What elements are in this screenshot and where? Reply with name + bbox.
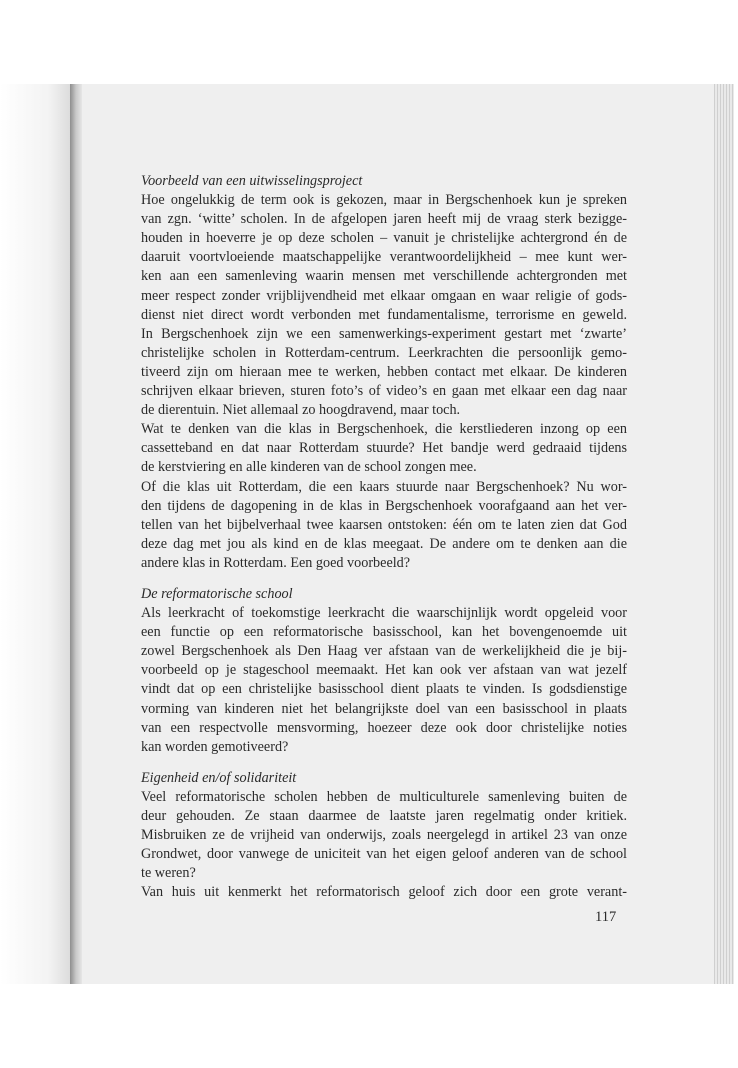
text-line: vindt dat op een christelijke basisschool dient plaats te vinden. Is godsdienstige	[141, 681, 627, 698]
text-line: Hoe ongelukkig de term ook is gekozen, maar in Bergschenhoek kun je spreken	[141, 192, 627, 209]
page-stack-edge	[714, 84, 734, 984]
text-line: dienst niet direct wordt verbonden met fundamentalisme, terrorisme en geweld.	[141, 306, 627, 323]
text-line: schrijven elkaar brieven, sturen foto’s of video’s en gaan met elkaar een dag naar	[141, 383, 627, 400]
text-line: christelijke scholen in Rotterdam-centrum. Leerkrachten die persoonlijk gemo-	[141, 344, 627, 361]
text-line: deze dag met jou als kind en de klas meegaat. De andere om te denken aan die	[141, 535, 627, 552]
text-line: zowel Bergschenhoek als Den Haag ver afstaan van de werkelijkheid die je bij-	[141, 643, 627, 660]
section-heading: De reformatorische school	[141, 585, 293, 602]
section-heading: Eigenheid en/of solidariteit	[141, 769, 297, 786]
text-line: Veel reformatorische scholen hebben de multiculturele samenleving buiten de	[141, 788, 627, 805]
text-line: Grondwet, door vanwege de uniciteit van het eigen geloof anderen van de school	[141, 846, 627, 863]
text-line: daaruit voortvloeiende maatschappelijke verantwoordelijkheid – mee kunt wer-	[141, 249, 627, 266]
text-line: Van huis uit kenmerkt het reformatorisch geloof zich door een grote verant-	[141, 884, 627, 901]
section-gap	[141, 573, 627, 585]
text-line: deur gehouden. Ze staan daarmee de laatste jaren regelmatig onder kritiek.	[141, 808, 627, 824]
text-line: te weren?	[141, 865, 196, 882]
text-line: kan worden gemotiveerd?	[141, 738, 289, 755]
text-line: andere klas in Rotterdam. Een goed voorbeeld?	[141, 554, 411, 571]
text-line: cassetteband en dat naar Rotterdam stuurde? Het bandje werd gedraaid tijdens	[141, 440, 627, 457]
text-line: Of die klas uit Rotterdam, die een kaars stuurde naar Bergschenhoek? Nu wor-	[141, 478, 627, 495]
text-line: voorbeeld op je stageschool meemaakt. Het kan ook ver afstaan van wat jezelf	[141, 662, 627, 679]
page-number: 117	[595, 909, 617, 925]
text-line: meer respect zonder vrijblijvendheid met elkaar omgaan en waar religie of gods-	[141, 287, 627, 304]
text-line: de kerstviering en alle kinderen van de school zongen mee.	[141, 459, 477, 476]
text-line: houden in hoeverre je op deze scholen – vanuit je christelijke achtergrond én de	[141, 230, 627, 247]
text-line: van zgn. ‘witte’ scholen. In de afgelopen jaren heeft mij de vraag sterk bezigge-	[141, 211, 627, 228]
text-line: een functie op een reformatorische basisschool, kan het bovengenoemde uit	[141, 624, 627, 641]
text-line: In Bergschenhoek zijn we een samenwerkings-experiment gestart met ‘zwarte’	[141, 325, 627, 342]
section-heading: Voorbeeld van een uitwisselingsproject	[141, 173, 363, 189]
text-line: Misbruiken ze de vrijheid van onderwijs, zoals neergelegd in artikel 23 van onze	[141, 827, 627, 844]
text-line: de dierentuin. Niet allemaal zo hoogdravend, maar toch.	[141, 402, 461, 419]
text-line: ken aan een samenleving waarin mensen met verschillende achtergronden met	[141, 268, 627, 285]
text-line: Als leerkracht of toekomstige leerkracht die waarschijnlijk wordt opgeleid voor	[141, 605, 627, 622]
facing-page-edge	[0, 84, 70, 984]
text-line: den tijdens de dagopening in de klas in Bergschenhoek voorafgaand aan het ver-	[141, 497, 627, 514]
body-text	[141, 172, 627, 902]
text-line: van een respectvolle mensvorming, hoezeer deze ook door christelijke noties	[141, 719, 627, 736]
book-spine-shadow	[70, 84, 82, 984]
section-gap	[141, 757, 627, 769]
text-line: tellen van het bijbelverhaal twee kaarsen ontstoken: één om te laten zien dat God	[141, 516, 627, 533]
text-line: vorming van kinderen niet het belangrijkste doel van een basisschool in plaats	[141, 700, 627, 717]
text-line: tiveerd zijn om hieraan mee te werken, hebben contact met elkaar. De kinderen	[141, 363, 627, 380]
text-line: Wat te denken van die klas in Bergschenhoek, die kerstliederen inzong op een	[141, 421, 627, 438]
